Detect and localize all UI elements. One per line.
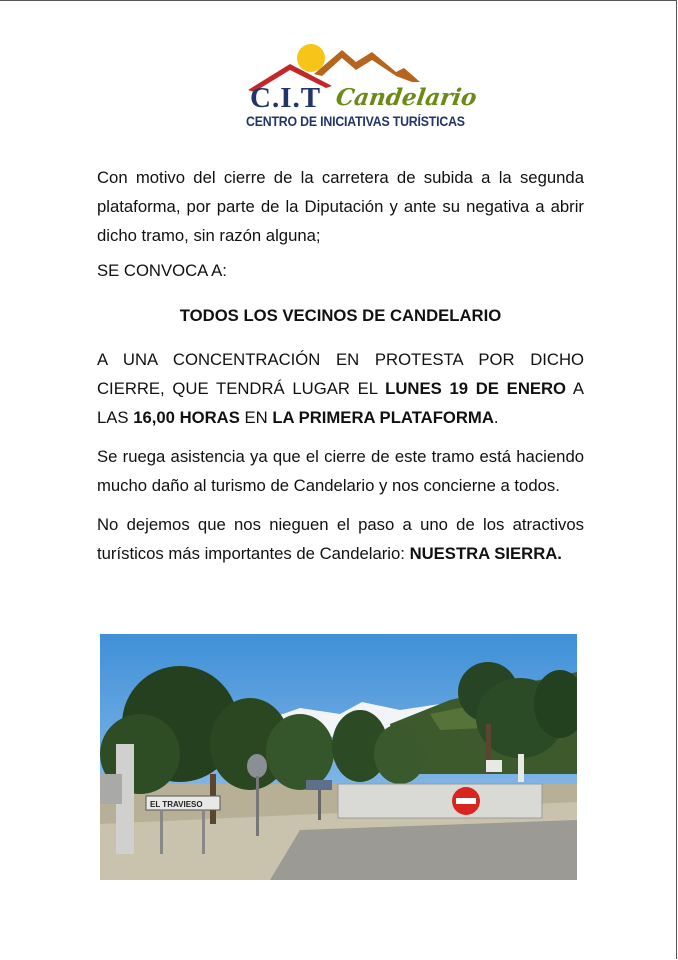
mountain-icon (314, 50, 420, 82)
logo-subtitle: CENTRO DE INICIATIVAS TURÍSTICAS (246, 114, 465, 129)
logo-brand: Candelario (334, 84, 479, 111)
logo-initials: C.I.T (250, 82, 322, 114)
convoca-line: SE CONVOCA A: (97, 261, 227, 280)
event-date: LUNES 19 DE ENERO (385, 379, 567, 398)
notice-body (97, 163, 584, 568)
announcement-text: . (493, 408, 499, 427)
road-closure-photo (100, 634, 577, 880)
closing-emphasis: NUESTRA SIERRA. (409, 544, 562, 563)
closing-paragraph (97, 510, 584, 568)
announcement-paragraph (97, 345, 584, 432)
cit-logo (244, 42, 479, 132)
intro-paragraph: Con motivo del cierre de la carretera de subida a la segunda plataforma, por parte de la Diputación y ante su negativa a abrir dicho tramo, sin razón alguna; (97, 168, 584, 245)
concrete-barrier-icon (338, 784, 542, 818)
announcement-text: A UNA CONCENTRACIÓN EN PROTESTA POR DICHO CIERRE, QUE TENDRÁ LUGAR EL (97, 350, 584, 398)
announcement-text: EN (239, 408, 273, 427)
round-sign-icon (247, 754, 267, 778)
request-paragraph: Se ruega asistencia ya que el cierre de este tramo está haciendo mucho daño al turismo de Candelario y nos concierne a todos. (97, 447, 584, 495)
sun-icon (297, 44, 325, 72)
headline: TODOS LOS VECINOS DE CANDELARIO (179, 306, 502, 325)
announcement-text: A LAS (97, 379, 584, 427)
street-sign-text: EL TRAVIESO (150, 800, 203, 809)
event-place: LA PRIMERA PLATAFORMA (272, 408, 494, 427)
closing-text: No dejemos que nos nieguen el paso a uno de los atractivos turísticos más importantes de Candelario: (97, 515, 584, 563)
event-time: 16,00 HORAS (133, 408, 240, 427)
road-barrier-illustration (100, 634, 577, 880)
